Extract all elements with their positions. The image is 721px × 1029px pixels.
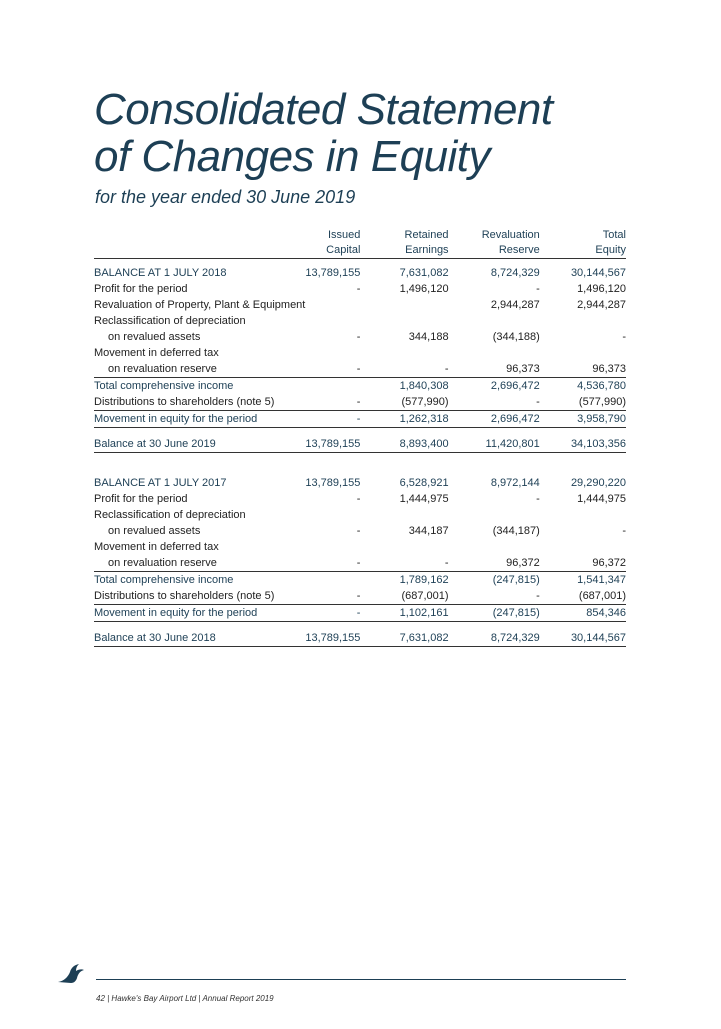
issued-capital-value: 13,789,155 — [305, 477, 361, 489]
retained-earnings-value: 1,840,308 — [360, 378, 448, 395]
row-label: on revaluation reserve — [108, 363, 217, 375]
retained-earnings-value — [360, 297, 448, 313]
retained-earnings-value: (577,990) — [401, 396, 449, 408]
retained-earnings-value: 344,187 — [408, 525, 449, 537]
table-row — [94, 507, 626, 523]
revaluation-reserve-value: - — [536, 493, 540, 505]
total-equity-value: 34,103,356 — [540, 436, 626, 453]
retained-earnings-value: - — [444, 557, 449, 569]
issued-capital-value — [305, 378, 360, 395]
total-equity-value: 2,944,287 — [577, 299, 626, 311]
total-equity-value: 30,144,567 — [570, 267, 626, 279]
issued-capital-value: 13,789,155 — [305, 436, 360, 453]
retained-earnings-value: (687,001) — [401, 590, 449, 602]
total-equity-value: 96,373 — [592, 363, 626, 375]
revaluation-reserve-value: 2,944,287 — [490, 299, 540, 311]
row-label: Balance at 30 June 2018 — [94, 630, 305, 647]
table-row — [94, 588, 626, 605]
total-equity-value: 3,958,790 — [540, 411, 626, 428]
table-row — [94, 378, 626, 395]
row-label: Movement in deferred tax — [94, 541, 219, 553]
row-label: Reclassification of depreciation — [94, 315, 246, 327]
table-row — [94, 475, 626, 491]
table-row — [94, 523, 626, 539]
total-equity-value: 1,541,347 — [540, 572, 626, 589]
table-row — [94, 297, 626, 313]
retained-earnings-value: 1,789,162 — [360, 572, 448, 589]
table-row — [94, 555, 626, 572]
retained-earnings-value: - — [444, 363, 449, 375]
revaluation-reserve-value: (247,815) — [449, 605, 540, 622]
table-row — [94, 436, 626, 453]
row-label: Profit for the period — [94, 493, 188, 505]
total-equity-value: 96,372 — [592, 557, 626, 569]
total-equity-value: 30,144,567 — [540, 630, 626, 647]
revaluation-reserve-value: 11,420,801 — [449, 436, 540, 453]
row-label: Distributions to shareholders (note 5) — [94, 590, 275, 602]
row-label: Revaluation of Property, Plant & Equipment — [94, 299, 306, 311]
table-row — [94, 491, 626, 507]
header-total-equity: Total Equity — [540, 226, 626, 259]
table-row — [94, 394, 626, 411]
total-equity-value: (577,990) — [578, 396, 626, 408]
header-revaluation-reserve: Revaluation Reserve — [449, 226, 540, 259]
revaluation-reserve-value: 2,696,472 — [449, 411, 540, 428]
row-label: Total comprehensive income — [94, 572, 305, 589]
title-line-1: Consolidated Statement — [94, 85, 553, 134]
retained-earnings-value: 1,102,161 — [360, 605, 448, 622]
table-row — [94, 313, 626, 329]
total-equity-value: (687,001) — [578, 590, 626, 602]
issued-capital-value: - — [356, 557, 361, 569]
issued-capital-value: - — [356, 493, 361, 505]
row-label: on revalued assets — [108, 331, 201, 343]
row-label: Movement in equity for the period — [94, 605, 305, 622]
retained-earnings-value: 1,444,975 — [399, 493, 449, 505]
retained-earnings-value: 7,631,082 — [399, 267, 449, 279]
revaluation-reserve-value: - — [536, 590, 540, 602]
header-retained-earnings: Retained Earnings — [360, 226, 448, 259]
retained-earnings-value: 344,188 — [408, 331, 449, 343]
row-label: on revalued assets — [108, 525, 201, 537]
issued-capital-value: - — [305, 605, 360, 622]
total-equity-value: - — [622, 525, 626, 537]
table-row — [94, 630, 626, 647]
revaluation-reserve-value: 8,724,329 — [490, 267, 540, 279]
retained-earnings-value: 8,893,400 — [360, 436, 448, 453]
revaluation-reserve-value: 96,372 — [506, 557, 540, 569]
table-row — [94, 539, 626, 555]
issued-capital-value: - — [356, 590, 361, 602]
table-row — [94, 605, 626, 622]
issued-capital-value: - — [356, 283, 361, 295]
hawk-logo-icon — [57, 962, 85, 984]
row-label: Reclassification of depreciation — [94, 509, 246, 521]
row-label: Movement in deferred tax — [94, 347, 219, 359]
revaluation-reserve-value: (344,188) — [492, 331, 540, 343]
total-equity-value: 29,290,220 — [570, 477, 626, 489]
total-equity-value: 4,536,780 — [540, 378, 626, 395]
total-equity-value: 854,346 — [540, 605, 626, 622]
retained-earnings-value: 6,528,921 — [399, 477, 449, 489]
revaluation-reserve-value: 96,373 — [506, 363, 540, 375]
equity-statement-table — [94, 226, 626, 647]
revaluation-reserve-value: (344,187) — [492, 525, 540, 537]
table-row — [94, 281, 626, 297]
issued-capital-value: - — [305, 411, 360, 428]
issued-capital-value: 13,789,155 — [305, 630, 360, 647]
revaluation-reserve-value: 8,724,329 — [449, 630, 540, 647]
table-row — [94, 572, 626, 589]
table-row — [94, 345, 626, 361]
page-title — [94, 86, 553, 180]
revaluation-reserve-value: - — [536, 283, 540, 295]
page-footer: 42 | Hawke's Bay Airport Ltd | Annual Report 2019 — [96, 994, 274, 1003]
row-label: Distributions to shareholders (note 5) — [94, 396, 275, 408]
total-equity-value: 1,444,975 — [577, 493, 626, 505]
table-row — [94, 361, 626, 378]
table-row — [94, 411, 626, 428]
row-label: Profit for the period — [94, 283, 188, 295]
issued-capital-value: - — [356, 363, 361, 375]
table-header-row — [94, 226, 626, 259]
row-label: BALANCE AT 1 JULY 2018 — [94, 267, 227, 279]
issued-capital-value — [305, 572, 360, 589]
table-row — [94, 329, 626, 345]
row-label: Balance at 30 June 2019 — [94, 436, 305, 453]
row-label: Total comprehensive income — [94, 378, 305, 395]
total-equity-value: 1,496,120 — [577, 283, 626, 295]
header-issued-capital: Issued Capital — [305, 226, 360, 259]
retained-earnings-value: 1,262,318 — [360, 411, 448, 428]
revaluation-reserve-value: 8,972,144 — [490, 477, 540, 489]
title-line-2: of Changes in Equity — [94, 132, 491, 181]
retained-earnings-value: 7,631,082 — [360, 630, 448, 647]
issued-capital-value: - — [356, 396, 361, 408]
table-row — [94, 265, 626, 281]
issued-capital-value: - — [356, 331, 361, 343]
revaluation-reserve-value: 2,696,472 — [449, 378, 540, 395]
page-subtitle: for the year ended 30 June 2019 — [95, 187, 356, 207]
row-label: on revaluation reserve — [108, 557, 217, 569]
footer-divider — [96, 979, 626, 980]
row-label: Movement in equity for the period — [94, 411, 305, 428]
header-label-cell — [94, 226, 305, 259]
issued-capital-value: - — [356, 525, 361, 537]
issued-capital-value — [305, 297, 360, 313]
total-equity-value: - — [622, 331, 626, 343]
retained-earnings-value: 1,496,120 — [399, 283, 449, 295]
revaluation-reserve-value: (247,815) — [449, 572, 540, 589]
row-label: BALANCE AT 1 JULY 2017 — [94, 477, 227, 489]
issued-capital-value: 13,789,155 — [305, 267, 361, 279]
revaluation-reserve-value: - — [536, 396, 540, 408]
